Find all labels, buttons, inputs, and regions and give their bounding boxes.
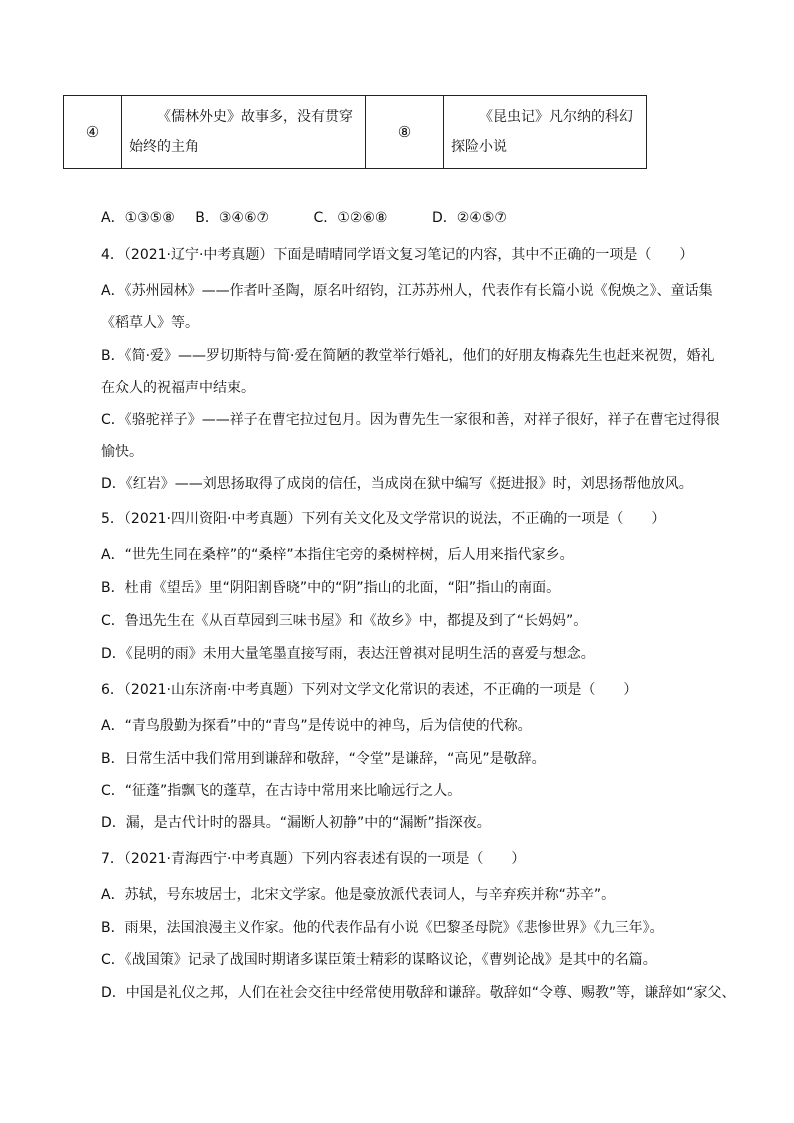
- q5-option-a: A．“世先生同在桑梓”的“桑梓”本指住宅旁的桑树梓树，后人用来指代家乡。: [101, 547, 574, 563]
- item-8-description: [444, 96, 647, 169]
- item-4-line-1: 《儒林外史》故事多，没有贯穿: [157, 109, 353, 125]
- q3-option-c: C．①②⑥⑧: [313, 210, 388, 226]
- item-8-line-1: 《昆虫记》凡尔纳的科幻: [479, 109, 633, 125]
- q4-option-b-line-2: 在众人的祝福声中结束。: [101, 380, 255, 396]
- q6-option-d: D．漏，是古代计时的器具。“漏断人初静”中的“漏断”指深夜。: [101, 815, 491, 831]
- q4-stem: 4．（2021·辽宁·中考真题）下面是晴晴同学语文复习笔记的内容，其中不正确的一项是（ ）: [101, 247, 694, 263]
- q4-option-b-line-1: B．《简·爱》——罗切斯特与简·爱在简陋的教堂举行婚礼，他们的好朋友梅森先生也赶来祝贺，婚礼: [101, 348, 715, 364]
- item-8-line-2: 探险小说: [451, 139, 507, 155]
- q6-stem: 6．（2021·山东济南·中考真题）下列对文学文化常识的表述，不正确的一项是（ ）: [101, 682, 638, 698]
- q7-stem: 7．（2021·青海西宁·中考真题）下列内容表述有误的一项是（ ）: [101, 851, 526, 867]
- q4-option-d: D．《红岩》——刘思扬取得了成岗的信任，当成岗在狱中编写《挺进报》时，刘思扬帮他放风。: [101, 476, 693, 492]
- q5-stem: 5．（2021·四川资阳·中考真题）下列有关文化及文学常识的说法，不正确的一项是（ ）: [101, 511, 666, 527]
- q3-option-b: B．③④⑥⑦: [195, 210, 270, 226]
- q6-option-b: B．日常生活中我们常用到谦辞和敬辞，“令堂”是谦辞，“高见”是敬辞。: [101, 751, 546, 767]
- q6-option-c: C．“征蓬”指飘飞的蓬草，在古诗中常用来比喻远行之人。: [101, 783, 462, 799]
- q5-option-c: C．鲁迅先生在《从百草园到三味书屋》和《故乡》中，都提及到了“长妈妈”。: [101, 613, 588, 629]
- item-number-8: ⑧: [366, 96, 444, 169]
- q4-option-a-line-2: 《稻草人》等。: [101, 315, 199, 331]
- q3-options: [101, 209, 741, 227]
- q6-option-a: A．“青鸟殷勤为探看”中的“青鸟”是传说中的神鸟，后为信使的代称。: [101, 718, 532, 734]
- q7-option-a: A．苏轼，号东坡居士，北宋文学家。他是豪放派代表词人，与辛弃疾并称“苏辛”。: [101, 887, 616, 903]
- q7-option-b: B．雨果，法国浪漫主义作家。他的代表作品有小说《巴黎圣母院》《悲惨世界》《九三年》。: [101, 920, 664, 936]
- item-4-line-2: 始终的主角: [129, 139, 199, 155]
- q5-option-b: B．杜甫《望岳》里“阴阳割昏晓”中的“阴”指山的北面，“阳”指山的南面。: [101, 580, 561, 596]
- q5-option-d: D．《昆明的雨》未用大量笔墨直接写雨，表达汪曾祺对昆明生活的喜爱与想念。: [101, 646, 595, 662]
- q7-option-c: C．《战国策》记录了战国时期诸多谋臣策士精彩的谋略议论，《曹刿论战》是其中的名篇。: [101, 952, 657, 968]
- q4-option-a-line-1: A．《苏州园林》——作者叶圣陶，原名叶绍钧，江苏苏州人，代表作有长篇小说《倪焕之》、童话集: [101, 283, 713, 299]
- q4-option-c-line-2: 愉快。: [101, 444, 143, 460]
- q7-option-d: D．中国是礼仪之邦，人们在社会交往中经常使用敬辞和谦辞。敬辞如“令尊、赐教”等，谦辞如“家父、: [101, 985, 736, 1001]
- works-table: [63, 95, 647, 169]
- q3-option-a: A．①③⑤⑧: [101, 210, 175, 226]
- table-row: [64, 96, 647, 169]
- item-number-4: ④: [64, 96, 122, 169]
- q3-option-d: D．②④⑤⑦: [431, 210, 507, 226]
- item-4-description: [122, 96, 366, 169]
- q4-option-c-line-1: C．《骆驼祥子》——祥子在曹宅拉过包月。因为曹先生一家很和善，对祥子很好，祥子在曹宅过得很: [101, 412, 720, 428]
